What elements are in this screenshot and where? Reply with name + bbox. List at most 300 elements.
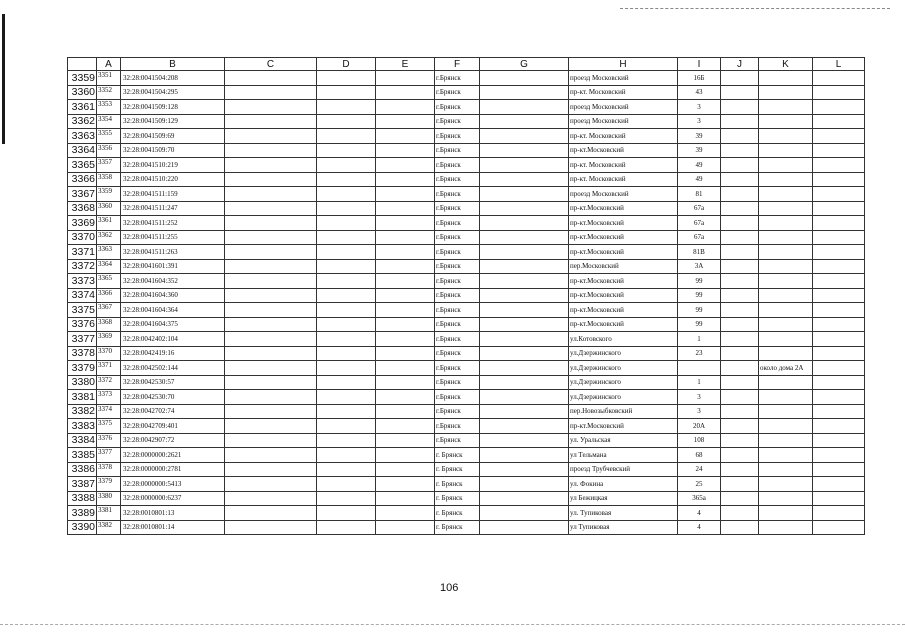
column-header-i: I bbox=[678, 58, 721, 71]
row-number: 3367 bbox=[68, 187, 97, 202]
cell-index: 3378 bbox=[97, 462, 121, 477]
row-number: 3362 bbox=[68, 114, 97, 129]
cell-j bbox=[721, 506, 759, 521]
cell-cadastral-number: 32:28:0042419:16 bbox=[121, 346, 225, 361]
cell-index: 3373 bbox=[97, 390, 121, 405]
cell-index: 3353 bbox=[97, 100, 121, 115]
row-number: 3384 bbox=[68, 433, 97, 448]
cell-c bbox=[225, 346, 317, 361]
cell-cadastral-number: 32:28:0000000:5413 bbox=[121, 477, 225, 492]
cell-city: г.Брянск bbox=[435, 375, 480, 390]
cell-d bbox=[317, 375, 376, 390]
table-row bbox=[68, 404, 865, 419]
cell-street: пр-кт.Московский bbox=[569, 317, 678, 332]
cell-j bbox=[721, 520, 759, 535]
cell-cadastral-number: 32:28:0010801:14 bbox=[121, 520, 225, 535]
table-row bbox=[68, 114, 865, 129]
cell-note bbox=[759, 390, 813, 405]
cell-j bbox=[721, 259, 759, 274]
cell-cadastral-number: 32:28:0041604:364 bbox=[121, 303, 225, 318]
cell-c bbox=[225, 230, 317, 245]
cell-e bbox=[376, 245, 435, 260]
cell-j bbox=[721, 303, 759, 318]
cell-city: г.Брянск bbox=[435, 129, 480, 144]
cell-house-number: 3 bbox=[678, 404, 721, 419]
cell-street: ул.Дзержинского bbox=[569, 375, 678, 390]
cell-city: г. Брянск bbox=[435, 491, 480, 506]
cell-street: ул Бежицкая bbox=[569, 491, 678, 506]
cell-g bbox=[480, 303, 569, 318]
cell-house-number: 16Б bbox=[678, 71, 721, 86]
cell-c bbox=[225, 404, 317, 419]
cell-house-number bbox=[678, 361, 721, 376]
cell-street: ул.Дзержинского bbox=[569, 361, 678, 376]
cell-index: 3356 bbox=[97, 143, 121, 158]
cell-e bbox=[376, 491, 435, 506]
table-row bbox=[68, 332, 865, 347]
cell-d bbox=[317, 390, 376, 405]
cell-d bbox=[317, 346, 376, 361]
cell-city: г.Брянск bbox=[435, 274, 480, 289]
cell-note bbox=[759, 143, 813, 158]
column-header-f: F bbox=[435, 58, 480, 71]
cell-g bbox=[480, 361, 569, 376]
cell-d bbox=[317, 85, 376, 100]
cell-l bbox=[813, 143, 865, 158]
cell-l bbox=[813, 404, 865, 419]
cell-city: г.Брянск bbox=[435, 390, 480, 405]
cell-city: г.Брянск bbox=[435, 317, 480, 332]
cell-index: 3369 bbox=[97, 332, 121, 347]
cell-c bbox=[225, 303, 317, 318]
column-header-corner bbox=[68, 58, 97, 71]
cell-index: 3375 bbox=[97, 419, 121, 434]
cell-house-number: 68 bbox=[678, 448, 721, 463]
cell-city: г. Брянск bbox=[435, 506, 480, 521]
table-row bbox=[68, 172, 865, 187]
cell-g bbox=[480, 477, 569, 492]
scan-left-edge bbox=[2, 14, 5, 144]
cell-c bbox=[225, 172, 317, 187]
cell-cadastral-number: 32:28:0041509:69 bbox=[121, 129, 225, 144]
cell-house-number: 67а bbox=[678, 230, 721, 245]
cell-index: 3360 bbox=[97, 201, 121, 216]
cell-e bbox=[376, 390, 435, 405]
cell-note bbox=[759, 448, 813, 463]
cell-g bbox=[480, 375, 569, 390]
row-number: 3361 bbox=[68, 100, 97, 115]
cell-c bbox=[225, 419, 317, 434]
cell-d bbox=[317, 274, 376, 289]
cell-cadastral-number: 32:28:0041509:129 bbox=[121, 114, 225, 129]
cell-street: пр-кт.Московский bbox=[569, 143, 678, 158]
cell-city: г. Брянск bbox=[435, 477, 480, 492]
cell-c bbox=[225, 71, 317, 86]
column-header-l: L bbox=[813, 58, 865, 71]
cell-house-number: 3 bbox=[678, 100, 721, 115]
cell-j bbox=[721, 390, 759, 405]
cell-note bbox=[759, 172, 813, 187]
cell-e bbox=[376, 462, 435, 477]
cell-g bbox=[480, 317, 569, 332]
table-row bbox=[68, 346, 865, 361]
cell-c bbox=[225, 143, 317, 158]
table-row bbox=[68, 448, 865, 463]
table-row bbox=[68, 245, 865, 260]
cell-house-number: 99 bbox=[678, 303, 721, 318]
table-row bbox=[68, 71, 865, 86]
cell-j bbox=[721, 85, 759, 100]
cell-l bbox=[813, 375, 865, 390]
row-number: 3378 bbox=[68, 346, 97, 361]
cell-d bbox=[317, 361, 376, 376]
cell-street: проезд Московский bbox=[569, 114, 678, 129]
cell-g bbox=[480, 274, 569, 289]
cell-g bbox=[480, 520, 569, 535]
cell-cadastral-number: 32:28:0041511:159 bbox=[121, 187, 225, 202]
cell-c bbox=[225, 274, 317, 289]
cell-d bbox=[317, 462, 376, 477]
cell-house-number: 1 bbox=[678, 332, 721, 347]
cell-street: пр-кт.Московский bbox=[569, 274, 678, 289]
cell-e bbox=[376, 274, 435, 289]
cell-note bbox=[759, 259, 813, 274]
cell-g bbox=[480, 419, 569, 434]
cell-cadastral-number: 32:28:0000000:2621 bbox=[121, 448, 225, 463]
cell-city: г.Брянск bbox=[435, 143, 480, 158]
cell-house-number: 1 bbox=[678, 375, 721, 390]
table-row bbox=[68, 201, 865, 216]
cell-index: 3363 bbox=[97, 245, 121, 260]
scan-top-mark bbox=[620, 8, 890, 10]
cell-j bbox=[721, 361, 759, 376]
cell-street: ул. Фокина bbox=[569, 477, 678, 492]
cell-city: г.Брянск bbox=[435, 259, 480, 274]
cell-j bbox=[721, 491, 759, 506]
cell-city: г.Брянск bbox=[435, 288, 480, 303]
cell-c bbox=[225, 259, 317, 274]
cell-note bbox=[759, 419, 813, 434]
cell-d bbox=[317, 114, 376, 129]
cell-house-number: 99 bbox=[678, 288, 721, 303]
cell-street: пр-кт. Московский bbox=[569, 85, 678, 100]
cell-g bbox=[480, 245, 569, 260]
cell-city: г. Брянск bbox=[435, 448, 480, 463]
cell-house-number: 4 bbox=[678, 506, 721, 521]
table-row bbox=[68, 506, 865, 521]
cell-d bbox=[317, 317, 376, 332]
cell-l bbox=[813, 506, 865, 521]
cell-cadastral-number: 32:28:0041504:295 bbox=[121, 85, 225, 100]
cell-c bbox=[225, 506, 317, 521]
cell-e bbox=[376, 375, 435, 390]
cell-d bbox=[317, 491, 376, 506]
table-row bbox=[68, 491, 865, 506]
cell-cadastral-number: 32:28:0041509:128 bbox=[121, 100, 225, 115]
cell-e bbox=[376, 477, 435, 492]
cell-note bbox=[759, 100, 813, 115]
cell-e bbox=[376, 506, 435, 521]
cell-c bbox=[225, 85, 317, 100]
cell-l bbox=[813, 100, 865, 115]
table-row bbox=[68, 361, 865, 376]
cell-city: г.Брянск bbox=[435, 71, 480, 86]
row-number: 3375 bbox=[68, 303, 97, 318]
cell-city: г.Брянск bbox=[435, 230, 480, 245]
row-number: 3363 bbox=[68, 129, 97, 144]
cell-l bbox=[813, 303, 865, 318]
column-header-d: D bbox=[317, 58, 376, 71]
cell-note bbox=[759, 491, 813, 506]
scan-bottom-edge bbox=[0, 624, 905, 626]
column-header-j: J bbox=[721, 58, 759, 71]
cell-j bbox=[721, 100, 759, 115]
cell-c bbox=[225, 245, 317, 260]
cell-index: 3376 bbox=[97, 433, 121, 448]
cell-index: 3368 bbox=[97, 317, 121, 332]
cell-cadastral-number: 32:28:0042502:144 bbox=[121, 361, 225, 376]
cell-cadastral-number: 32:28:0000000:2781 bbox=[121, 462, 225, 477]
cell-c bbox=[225, 158, 317, 173]
cell-index: 3359 bbox=[97, 187, 121, 202]
cell-city: г.Брянск bbox=[435, 85, 480, 100]
table-row bbox=[68, 477, 865, 492]
row-number: 3365 bbox=[68, 158, 97, 173]
cell-e bbox=[376, 520, 435, 535]
table-row bbox=[68, 230, 865, 245]
cell-l bbox=[813, 216, 865, 231]
cell-e bbox=[376, 419, 435, 434]
cell-house-number: 49 bbox=[678, 172, 721, 187]
cell-cadastral-number: 32:28:0041511:247 bbox=[121, 201, 225, 216]
cell-city: г.Брянск bbox=[435, 245, 480, 260]
cell-c bbox=[225, 361, 317, 376]
cell-index: 3357 bbox=[97, 158, 121, 173]
cell-c bbox=[225, 187, 317, 202]
cell-house-number: 24 bbox=[678, 462, 721, 477]
cell-city: г.Брянск bbox=[435, 361, 480, 376]
row-number: 3359 bbox=[68, 71, 97, 86]
cell-d bbox=[317, 288, 376, 303]
cell-house-number: 25 bbox=[678, 477, 721, 492]
cell-city: г.Брянск bbox=[435, 303, 480, 318]
cell-index: 3365 bbox=[97, 274, 121, 289]
row-number: 3385 bbox=[68, 448, 97, 463]
cell-city: г.Брянск bbox=[435, 433, 480, 448]
cell-house-number: 81В bbox=[678, 245, 721, 260]
cell-note bbox=[759, 433, 813, 448]
cell-l bbox=[813, 346, 865, 361]
cell-e bbox=[376, 317, 435, 332]
cell-street: пер.Новозыбковский bbox=[569, 404, 678, 419]
cell-note bbox=[759, 158, 813, 173]
cell-street: проезд Московский bbox=[569, 187, 678, 202]
cell-c bbox=[225, 520, 317, 535]
cell-e bbox=[376, 433, 435, 448]
cell-l bbox=[813, 288, 865, 303]
cell-l bbox=[813, 259, 865, 274]
cell-index: 3379 bbox=[97, 477, 121, 492]
cell-house-number: 3А bbox=[678, 259, 721, 274]
row-number: 3371 bbox=[68, 245, 97, 260]
cell-house-number: 39 bbox=[678, 143, 721, 158]
cell-l bbox=[813, 433, 865, 448]
cell-j bbox=[721, 274, 759, 289]
cell-cadastral-number: 32:28:0042402:104 bbox=[121, 332, 225, 347]
cell-d bbox=[317, 71, 376, 86]
row-number: 3380 bbox=[68, 375, 97, 390]
cell-note bbox=[759, 317, 813, 332]
cell-e bbox=[376, 288, 435, 303]
cell-d bbox=[317, 419, 376, 434]
cell-cadastral-number: 32:28:0041604:375 bbox=[121, 317, 225, 332]
column-header-k: K bbox=[759, 58, 813, 71]
cell-j bbox=[721, 346, 759, 361]
cell-g bbox=[480, 288, 569, 303]
cell-c bbox=[225, 100, 317, 115]
cell-street: пр-кт.Московский bbox=[569, 419, 678, 434]
cell-g bbox=[480, 259, 569, 274]
row-number: 3381 bbox=[68, 390, 97, 405]
table-row bbox=[68, 520, 865, 535]
cell-street: пр-кт.Московский bbox=[569, 230, 678, 245]
cell-cadastral-number: 32:28:0042907:72 bbox=[121, 433, 225, 448]
cell-cadastral-number: 32:28:0042530:70 bbox=[121, 390, 225, 405]
cell-c bbox=[225, 390, 317, 405]
cell-c bbox=[225, 216, 317, 231]
cell-house-number: 108 bbox=[678, 433, 721, 448]
cell-g bbox=[480, 85, 569, 100]
cell-e bbox=[376, 158, 435, 173]
cell-note bbox=[759, 71, 813, 86]
cell-house-number: 4 bbox=[678, 520, 721, 535]
row-number: 3386 bbox=[68, 462, 97, 477]
cell-house-number: 39 bbox=[678, 129, 721, 144]
cell-j bbox=[721, 477, 759, 492]
cell-index: 3352 bbox=[97, 85, 121, 100]
cell-house-number: 67а bbox=[678, 201, 721, 216]
cell-street: ул Тельмана bbox=[569, 448, 678, 463]
cell-house-number: 3 bbox=[678, 390, 721, 405]
cell-l bbox=[813, 448, 865, 463]
cell-l bbox=[813, 361, 865, 376]
cell-street: проезд Трубчевский bbox=[569, 462, 678, 477]
cell-g bbox=[480, 158, 569, 173]
cell-cadastral-number: 32:28:0010801:13 bbox=[121, 506, 225, 521]
cell-city: г.Брянск bbox=[435, 332, 480, 347]
row-number: 3370 bbox=[68, 230, 97, 245]
cell-street: пр-кт. Московский bbox=[569, 129, 678, 144]
cell-street: пр-кт.Московский bbox=[569, 303, 678, 318]
cell-e bbox=[376, 332, 435, 347]
cell-house-number: 99 bbox=[678, 274, 721, 289]
cell-c bbox=[225, 288, 317, 303]
cell-city: г.Брянск bbox=[435, 201, 480, 216]
cell-city: г.Брянск bbox=[435, 216, 480, 231]
cell-city: г.Брянск bbox=[435, 172, 480, 187]
cell-d bbox=[317, 506, 376, 521]
cell-l bbox=[813, 274, 865, 289]
cell-street: пр-кт.Московский bbox=[569, 216, 678, 231]
row-number: 3377 bbox=[68, 332, 97, 347]
cell-note bbox=[759, 245, 813, 260]
row-number: 3364 bbox=[68, 143, 97, 158]
page-number: 106 bbox=[440, 582, 459, 594]
table-row bbox=[68, 259, 865, 274]
cell-city: г. Брянск bbox=[435, 520, 480, 535]
table-row bbox=[68, 143, 865, 158]
cell-g bbox=[480, 114, 569, 129]
cell-e bbox=[376, 216, 435, 231]
cell-index: 3354 bbox=[97, 114, 121, 129]
cell-g bbox=[480, 71, 569, 86]
cell-c bbox=[225, 129, 317, 144]
cell-c bbox=[225, 433, 317, 448]
row-number: 3372 bbox=[68, 259, 97, 274]
cell-city: г.Брянск bbox=[435, 187, 480, 202]
cell-d bbox=[317, 477, 376, 492]
column-header-b: B bbox=[121, 58, 225, 71]
cell-j bbox=[721, 332, 759, 347]
cell-note bbox=[759, 114, 813, 129]
cell-house-number: 3 bbox=[678, 114, 721, 129]
cell-g bbox=[480, 201, 569, 216]
column-header-row bbox=[68, 58, 865, 71]
cell-note bbox=[759, 129, 813, 144]
cell-e bbox=[376, 143, 435, 158]
cell-d bbox=[317, 129, 376, 144]
cell-e bbox=[376, 346, 435, 361]
cell-house-number: 20А bbox=[678, 419, 721, 434]
cell-cadastral-number: 32:28:0041604:352 bbox=[121, 274, 225, 289]
table-row bbox=[68, 187, 865, 202]
cell-d bbox=[317, 448, 376, 463]
cell-c bbox=[225, 375, 317, 390]
column-header-h: H bbox=[569, 58, 678, 71]
cell-note bbox=[759, 477, 813, 492]
cell-l bbox=[813, 419, 865, 434]
cell-house-number: 81 bbox=[678, 187, 721, 202]
cell-cadastral-number: 32:28:0042530:57 bbox=[121, 375, 225, 390]
cell-d bbox=[317, 201, 376, 216]
table-row bbox=[68, 274, 865, 289]
cell-d bbox=[317, 259, 376, 274]
cell-l bbox=[813, 245, 865, 260]
cell-e bbox=[376, 172, 435, 187]
cell-e bbox=[376, 404, 435, 419]
cell-city: г.Брянск bbox=[435, 346, 480, 361]
cell-g bbox=[480, 143, 569, 158]
cell-street: ул.Котовского bbox=[569, 332, 678, 347]
cell-g bbox=[480, 433, 569, 448]
row-number: 3376 bbox=[68, 317, 97, 332]
cell-e bbox=[376, 100, 435, 115]
cell-street: пр-кт.Московский bbox=[569, 201, 678, 216]
cell-g bbox=[480, 346, 569, 361]
cell-city: г.Брянск bbox=[435, 158, 480, 173]
row-number: 3388 bbox=[68, 491, 97, 506]
cell-street: пр-кт.Московский bbox=[569, 245, 678, 260]
cell-g bbox=[480, 491, 569, 506]
cell-j bbox=[721, 201, 759, 216]
cell-note bbox=[759, 520, 813, 535]
cell-index: 3367 bbox=[97, 303, 121, 318]
cell-note bbox=[759, 404, 813, 419]
cell-c bbox=[225, 317, 317, 332]
cell-d bbox=[317, 187, 376, 202]
cell-index: 3362 bbox=[97, 230, 121, 245]
cell-index: 3380 bbox=[97, 491, 121, 506]
